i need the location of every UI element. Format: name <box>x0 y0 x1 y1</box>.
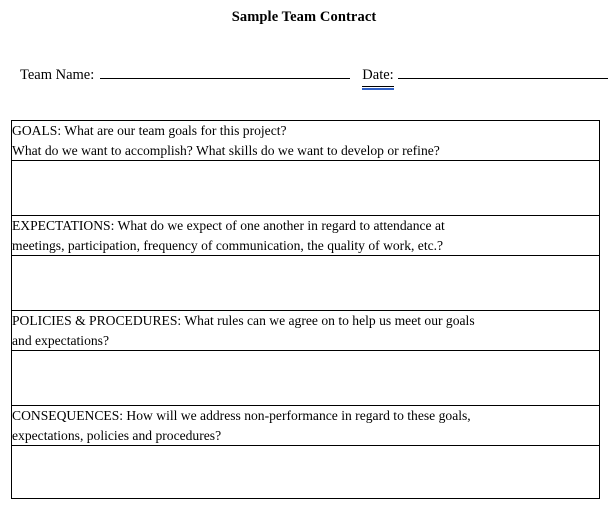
table-row <box>12 256 600 311</box>
prompt-line: meetings, participation, frequency of communication, the quality of work, etc.? <box>12 237 444 253</box>
table-row <box>12 311 600 351</box>
team-name-input-rule[interactable] <box>100 64 350 79</box>
page-title: Sample Team Contract <box>231 9 377 25</box>
section-answer-consequences[interactable] <box>12 446 600 499</box>
prompt-line: What do we want to accomplish? What skills do we want to develop or refine? <box>12 142 440 158</box>
section-prompt-expectations <box>12 216 600 256</box>
date-label: Date: <box>362 65 393 87</box>
table-row <box>12 351 600 406</box>
prompt-line: expectations, policies and procedures? <box>12 427 222 443</box>
table-row <box>12 406 600 446</box>
table-row <box>12 216 600 256</box>
table-row <box>12 446 600 499</box>
prompt-line: CONSEQUENCES: How will we address non-performance in regard to these goals, <box>12 408 471 423</box>
section-answer-expectations[interactable] <box>12 256 600 311</box>
section-prompt-consequences <box>12 406 600 446</box>
header-fields-row <box>20 64 596 86</box>
table-row <box>12 161 600 216</box>
section-prompt-goals <box>12 121 600 161</box>
prompt-line: POLICIES & PROCEDURES: What rules can we agree on to help us meet our goals <box>12 313 475 328</box>
prompt-line: GOALS: What are our team goals for this project? <box>12 123 287 138</box>
prompt-line: and expectations? <box>12 332 110 348</box>
section-answer-goals[interactable] <box>12 161 600 216</box>
prompt-line: EXPECTATIONS: What do we expect of one another in regard to attendance at <box>12 218 445 233</box>
team-name-label: Team Name: <box>20 67 95 83</box>
table-row <box>12 121 600 161</box>
date-input-rule[interactable] <box>398 64 608 79</box>
contract-sections-table <box>11 120 600 499</box>
section-prompt-policies-procedures <box>12 311 600 351</box>
section-answer-policies-procedures[interactable] <box>12 351 600 406</box>
